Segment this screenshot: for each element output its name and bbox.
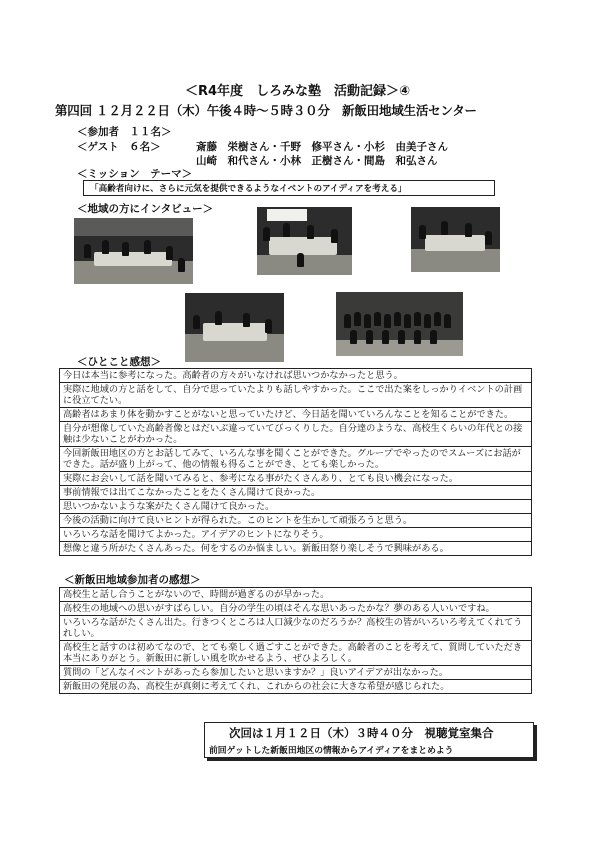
table-row: 質問の「どんなイベントがあったら参加したいと思いますか？」良いアイデアが出なかった。 <box>60 666 531 680</box>
next-session-task: 前回ゲットした新飯田地区の情報からアイディアをまとめよう <box>209 746 454 756</box>
table-row: 事前情報では出てこなかったことをたくさん聞けて良かった。 <box>60 486 531 500</box>
table-row: 高校生と話すのは初めてなので、とても楽しく過ごすことができた。高齢者のことを考えて、質問していただき本当にありがとう。新飯田に新しい風を吹かせるよう、ぜひよろしく。 <box>60 641 531 666</box>
photo-interview-4 <box>185 293 284 362</box>
student-impressions-table <box>59 368 532 556</box>
student-impressions-heading: ＜ひとこと感想＞ <box>77 356 161 368</box>
next-session-box <box>204 722 534 758</box>
table-row: 自分が想像していた高齢者像とはだいぶ違っていてびっくりした。自分達のような、高校生くらいの年代との接触は少ないことがわかった。 <box>60 422 531 447</box>
table-row: いろいろな話がたくさん出た。行きつくところは人口減少なのだろうか？高校生の皆がいろいろ考えてくれてうれしい。 <box>60 616 531 641</box>
guests-names-line1: 斎藤 栄樹さん・千野 修平さん・小杉 由美子さん <box>196 141 448 153</box>
page-title: ＜R4年度 しろみな塾 活動記録＞④ <box>184 84 411 99</box>
table-row: 実際にお会いして話を聞いてみると、参考になる事がたくさんあり、とても良い機会になった。 <box>60 472 531 486</box>
next-session-date: 次回は１月１２日（木）３時４０分 視聴覚室集合 <box>229 726 494 740</box>
table-row: 高齢者はあまり体を動かすことがないと思っていたけど、今日話を聞いていろんなことを知ることができた。 <box>60 408 531 422</box>
table-row: いろいろな話を聞けてよかった。アイデアのヒントになりそう。 <box>60 528 531 542</box>
table-row: 今回新飯田地区の方とお話してみて、いろんな事を聞くことができた。グループでやったのでスムーズにお話ができた。話が盛り上がって、他の情報も得ることができ、とても楽しかった。 <box>60 447 531 472</box>
interview-heading: ＜地域の方にインタビュー＞ <box>77 203 214 215</box>
mission-heading: ＜ミッション テーマ＞ <box>77 168 193 180</box>
photo-interview-2 <box>257 207 352 275</box>
session-subtitle: 第四回 １２月２２日（木）午後４時～５時３０分 新飯田地域生活センター <box>55 103 477 118</box>
local-impressions-heading: ＜新飯田地域参加者の感想＞ <box>64 574 201 586</box>
guests-names-line2: 山崎 和代さん・小林 正樹さん・間島 和弘さん <box>196 155 438 167</box>
table-row: 想像と違う所がたくさんあった。何をするのか悩ましい。新飯田祭り楽しそうで興味がある。 <box>60 542 531 556</box>
table-row: 高校生の地域への思いがすばらしい。自分の学生の頃はそんな思いあったかな？夢のある人いいですね。 <box>60 602 531 616</box>
local-impressions-table <box>59 587 532 694</box>
photo-interview-1 <box>74 218 193 284</box>
photo-interview-3 <box>411 207 500 272</box>
table-row: 実際に地域の方と話をして、自分で思っていたよりも話しやすかった。ここで出た案をしっかりイベントの計画に役立てたい。 <box>60 383 531 408</box>
mission-theme-box: 「高齢者向けに、さらに元気を提供できるようなイベントのアイディアを考える」 <box>83 180 495 196</box>
participants-count: ＜参加者 １１名＞ <box>77 126 172 138</box>
guests-label: ＜ゲスト ６名＞ <box>77 141 161 153</box>
table-row: 新飯田の発展の為、高校生が真剣に考えてくれ、これからの社会に大きな希望が感じられた。 <box>60 680 531 694</box>
table-row: 思いつかないような案がたくさん聞けて良かった。 <box>60 500 531 514</box>
table-row: 高校生と話し合うことがないので、時間が過ぎるのが早かった。 <box>60 588 531 602</box>
table-row: 今日は本当に参考になった。高齢者の方々がいなければ思いつかなかったと思う。 <box>60 369 531 383</box>
photo-group <box>336 292 463 356</box>
table-row: 今後の活動に向けて良いヒントが得られた。このヒントを生かして頑張ろうと思う。 <box>60 514 531 528</box>
